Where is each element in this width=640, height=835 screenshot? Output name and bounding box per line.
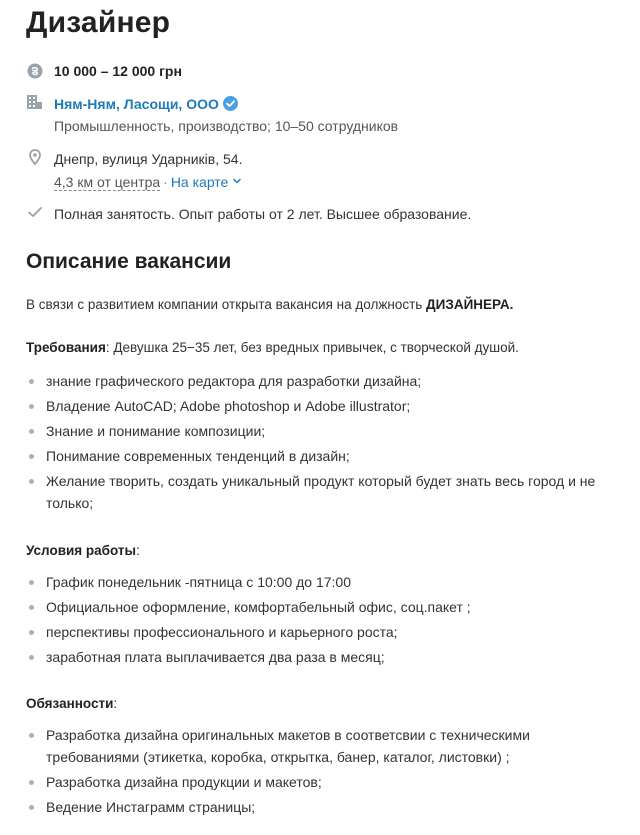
list-item: Знание и понимание композиции; [26, 420, 606, 442]
address: Днепр, вулиця Ударників, 54. [54, 151, 243, 167]
company-details: Промышленность, производство; 10–50 сотрудников [54, 118, 399, 134]
duties-heading: Обязанности: [26, 696, 118, 711]
list-item: Официальное оформление, комфортабельный офис, соц.пакет ; [26, 596, 606, 618]
bullet-icon [29, 379, 34, 384]
location-row [26, 148, 242, 193]
work-conditions-heading: Условия работы: [26, 543, 140, 558]
employment-conditions: Полная занятость. Опыт работы от 2 лет. Высшее образование. [54, 206, 472, 222]
show-on-map-link[interactable] [171, 174, 243, 190]
bullet-icon [29, 605, 34, 610]
bullet-icon [29, 805, 34, 810]
description-heading: Описание вакансии [26, 250, 232, 273]
location-info [54, 148, 242, 193]
list-item: Разработка дизайна продукции и макетов; [26, 771, 606, 793]
list-item: Ведение Инстаграмм страницы; [26, 796, 606, 818]
work-conditions-list [26, 571, 606, 671]
salary-row [26, 62, 182, 80]
bullet-icon [29, 630, 34, 635]
separator-dot: · [163, 174, 168, 190]
bullet-icon [29, 429, 34, 434]
bullet-icon [29, 580, 34, 585]
building-icon [26, 93, 44, 111]
checkmark-icon [26, 203, 44, 221]
description-intro [26, 294, 513, 316]
requirements-line [26, 337, 519, 359]
bullet-icon [29, 655, 34, 660]
list-item: знание графического редактора для разработки дизайна; [26, 370, 606, 392]
chevron-down-icon [232, 170, 242, 180]
bullet-icon [29, 780, 34, 785]
requirements-colon: : [105, 340, 110, 355]
bullet-icon [29, 454, 34, 459]
hryvnia-coin-icon [26, 62, 44, 80]
map-link-label: На карте [170, 174, 229, 190]
list-item: Желание творить, создать уникальный продукт который будет знать весь город и не только; [26, 470, 606, 514]
verified-check-icon [223, 95, 238, 110]
list-item: заработная плата выплачивается два раза в месяц; [26, 646, 606, 668]
bullet-icon [29, 404, 34, 409]
company-row [26, 93, 398, 137]
requirements-text: Девушка 25−35 лет, без вредных привычек, с творческой душой. [109, 340, 519, 355]
company-name-link[interactable]: Ням-Ням, Ласощи, ООО [54, 96, 219, 112]
intro-text: В связи с развитием компании открыта вакансия на должность [26, 297, 427, 312]
intro-position: ДИЗАЙНЕРА. [426, 297, 514, 312]
salary-value: 10 000 – 12 000 грн [54, 63, 182, 79]
company-info [54, 93, 398, 137]
list-item: График понедельник -пятница с 10:00 до 17:00 [26, 571, 606, 593]
bullet-icon [29, 733, 34, 738]
requirements-list [26, 370, 606, 517]
list-item: Разработка дизайна оригинальных макетов в соответсвии с техническими требованиями (этикетка, коробка, открытка, банер, каталог, листовки) ; [26, 724, 606, 768]
distance-from-center[interactable]: 4,3 км от центра [54, 174, 161, 190]
employment-conditions-row [26, 203, 471, 225]
duties-list [26, 724, 606, 821]
requirements-label: Требования [26, 340, 106, 355]
list-item: перспективы профессионального и карьерного роста; [26, 621, 606, 643]
job-title: Дизайнер [26, 6, 171, 39]
map-pin-icon [26, 148, 44, 166]
bullet-icon [29, 479, 34, 484]
list-item: Понимание современных тенденций в дизайн; [26, 445, 606, 467]
list-item: Владение AutoCAD; Adobe photoshop и Adobe illustrator; [26, 395, 606, 417]
